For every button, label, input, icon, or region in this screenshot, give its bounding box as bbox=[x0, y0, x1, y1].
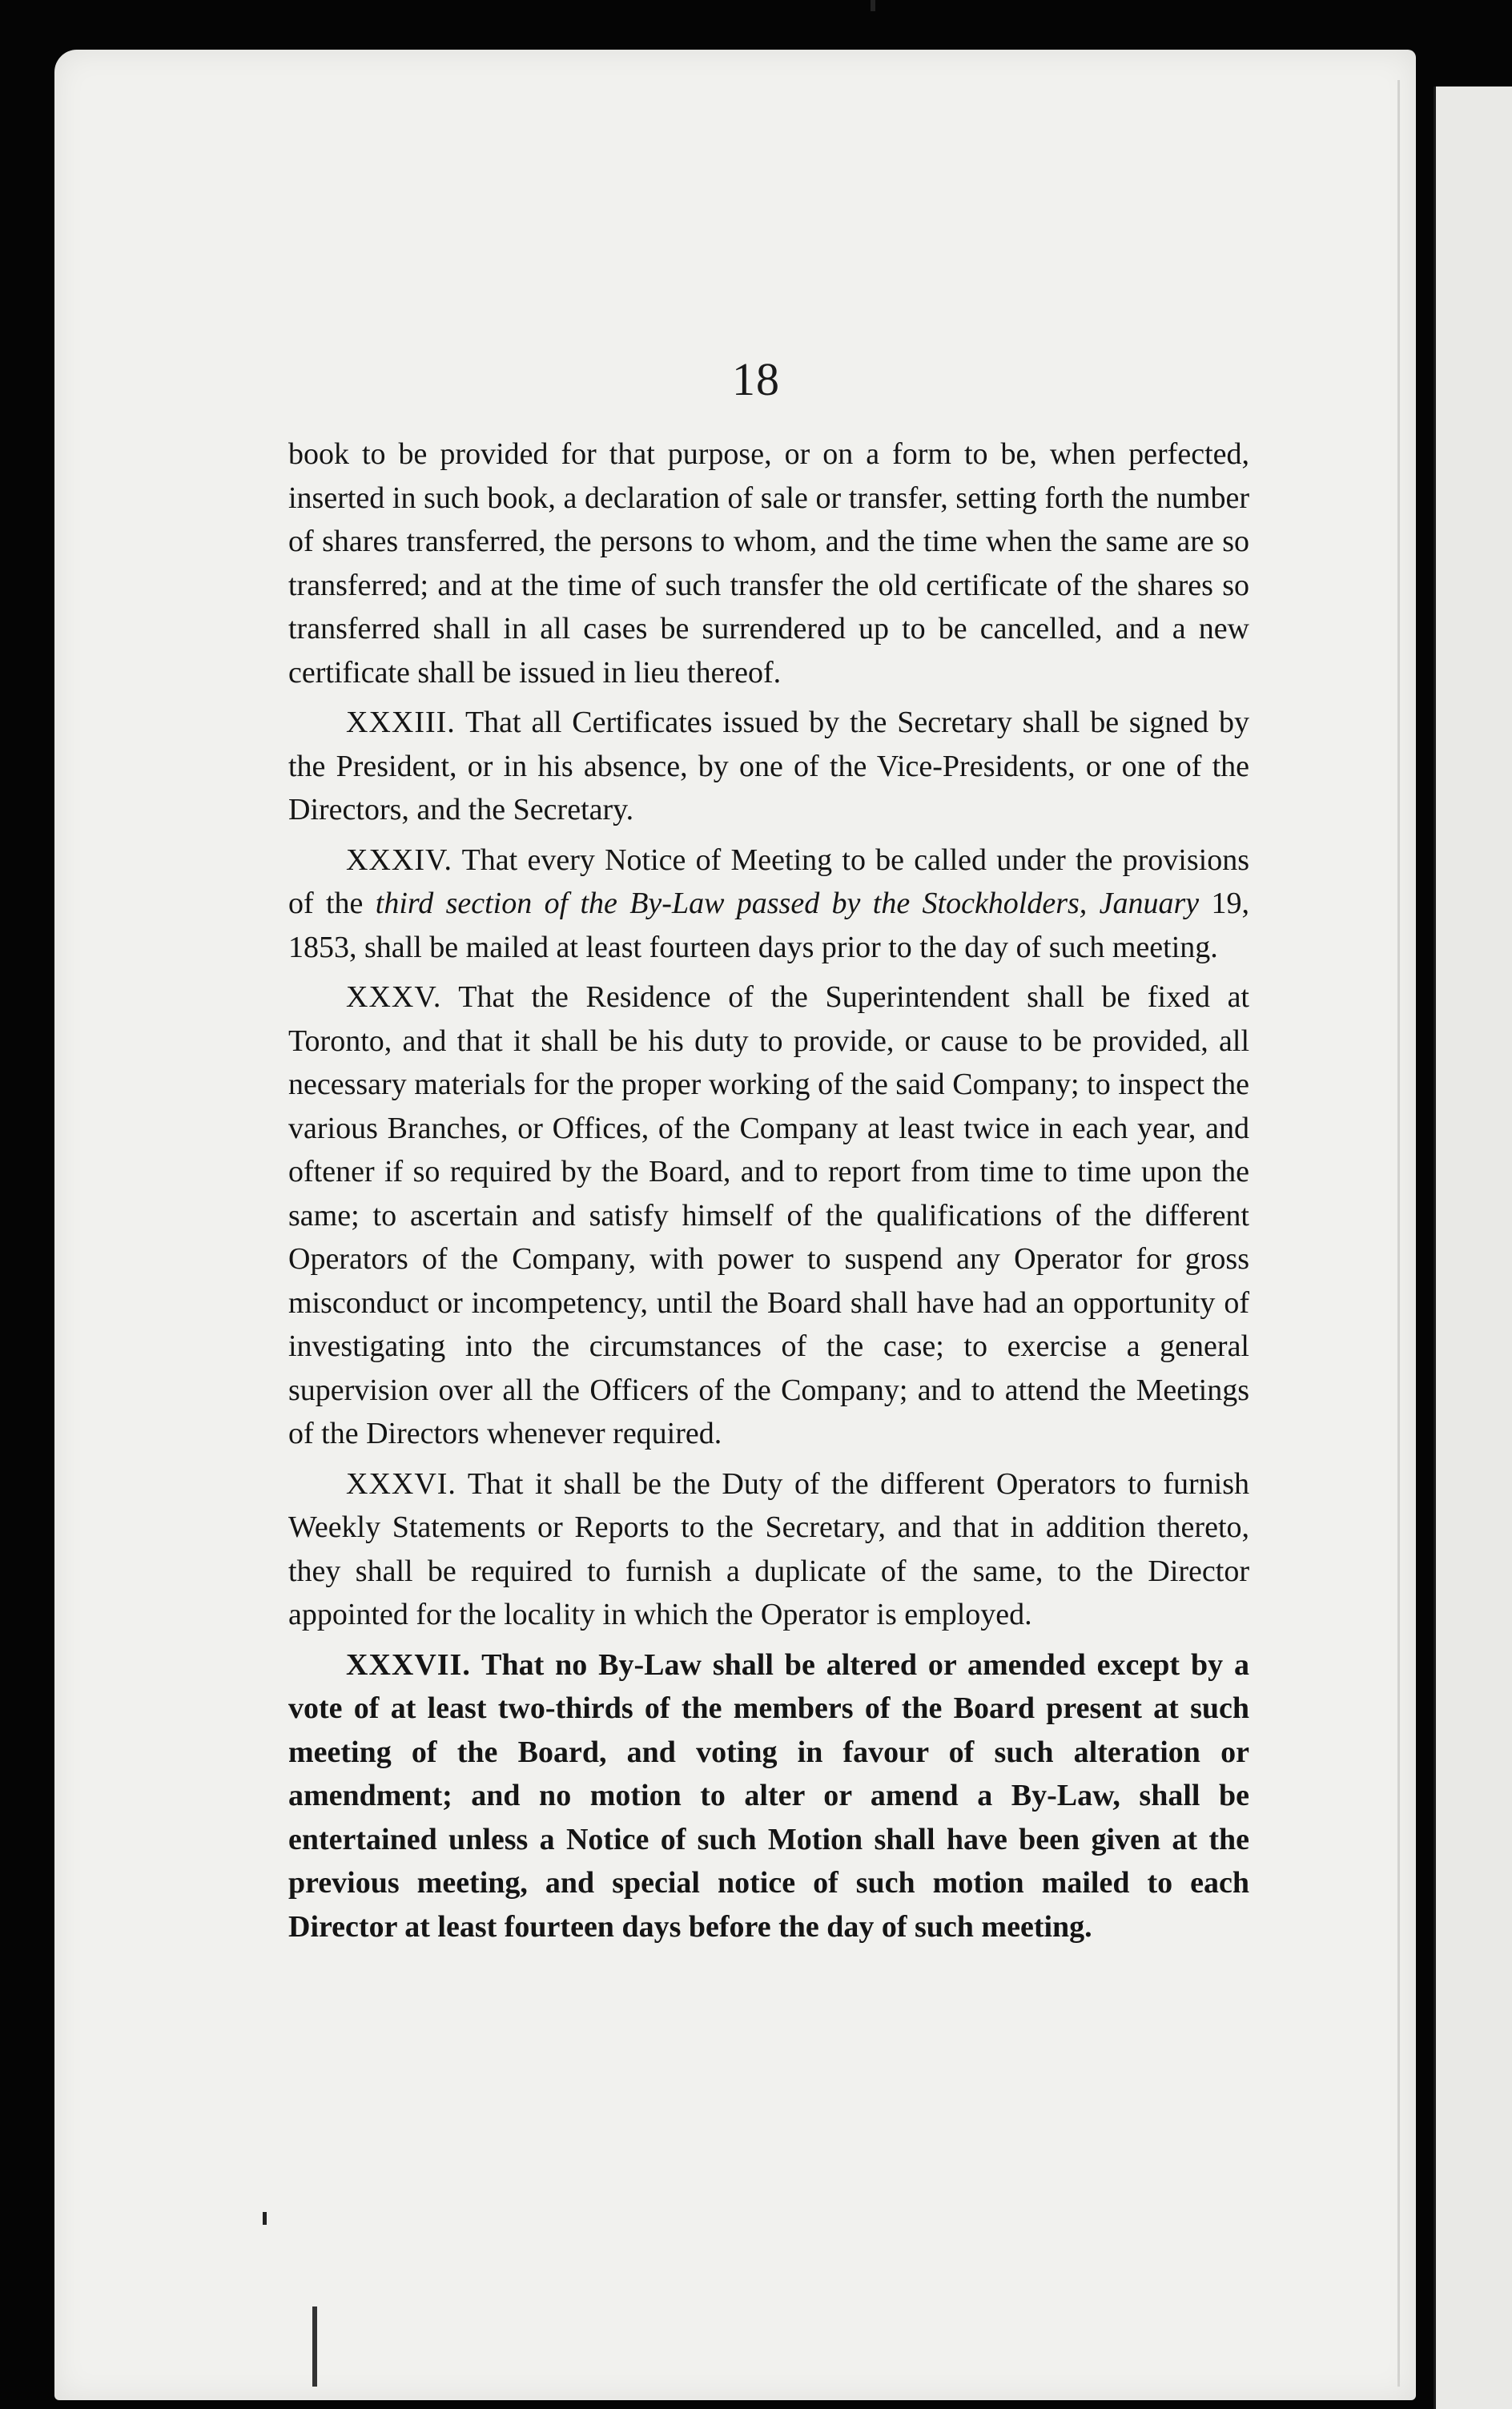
paragraph-xxxvi bbox=[288, 1462, 1249, 1637]
paragraph-continuation: book to be provided for that purpose, or on a form to be, when perfected, inserted in such book, a declaration of sale or transfer, setting forth the number of shares transferred, the persons to whom, and the time when the same are so transferred; and at the time of such transfer the old certificate of the shares so transferred shall in all cases be surrendered up to be cancelled, and a new certificate shall be issued in lieu thereof. bbox=[288, 437, 1249, 690]
section-numeral: XXXIII. bbox=[346, 706, 456, 739]
paragraph-xxxiv bbox=[288, 839, 1249, 970]
section-numeral: XXXVII. bbox=[346, 1647, 471, 1682]
page-number: 18 bbox=[732, 353, 780, 405]
paragraph-text: That every Notice of Meeting to be called under the provisions of the bbox=[288, 843, 1249, 920]
scan-speck bbox=[871, 0, 875, 11]
paragraph-text: That no By-Law shall be altered or amended except by a vote of at least two-thirds of the members of the Board present at such meeting of the Board, and voting in favour of such alteration or amendment; and no motion to alter or amend a By-Law, shall be entertained unless a Notice of such Motion shall have been given at the previous meeting, and special notice of such motion mailed to each Director at least fourteen days before the day of such meeting. bbox=[288, 1647, 1249, 1944]
adjacent-page-edge bbox=[1434, 86, 1512, 2409]
document-body bbox=[288, 432, 1249, 1955]
paragraph-text: That it shall be the Duty of the different Operators to furnish Weekly Statements or Reports to the Secretary, and that in addition thereto, they shall be required to furnish a duplicate of the same, to the Director appointed for the locality in which the Operator is employed. bbox=[288, 1466, 1249, 1631]
paragraph-text: That all Certificates issued by the Secretary shall be signed by the President, or in his absence, by one of the Vice-Presidents, or one of the Directors, and the Secretary. bbox=[288, 706, 1249, 826]
paragraph-xxxiii bbox=[288, 701, 1249, 832]
scan-speck bbox=[263, 2212, 267, 2225]
paragraph-xxxvii bbox=[288, 1643, 1249, 1949]
section-numeral: XXXVI. bbox=[346, 1466, 456, 1501]
section-numeral: XXXV. bbox=[346, 980, 442, 1014]
italic-reference: third section of the By-Law passed by the Stockholders, January bbox=[375, 887, 1200, 920]
paragraph-text-continued: 19, 1853, shall be mailed at least fourteen days prior to the day of such meeting. bbox=[288, 887, 1250, 964]
section-numeral: XXXIV. bbox=[346, 843, 453, 877]
page-edge-line bbox=[1397, 80, 1400, 2387]
scan-crease-mark bbox=[312, 2306, 317, 2387]
paragraph-text: That the Residence of the Superintendent shall be fixed at Toronto, and that it shall be his duty to provide, or cause to be provided, all necessary materials for the proper working of the said Company; to inspect the various Branches, or Offices, of the Company at least twice in each year, and oftener if so required by the Board, and to report from time to time upon the same; to ascertain and satisfy himself of the qualifications of the different Operators of the Company, with power to suspend any Operator for gross misconduct or incompetency, until the Board shall have had an opportunity of investigating into the circumstances of the case; to exercise a general supervision over all the Officers of the Company; and to attend the Meetings of the Directors whenever required. bbox=[288, 980, 1249, 1450]
paragraph-xxxv bbox=[288, 975, 1249, 1456]
